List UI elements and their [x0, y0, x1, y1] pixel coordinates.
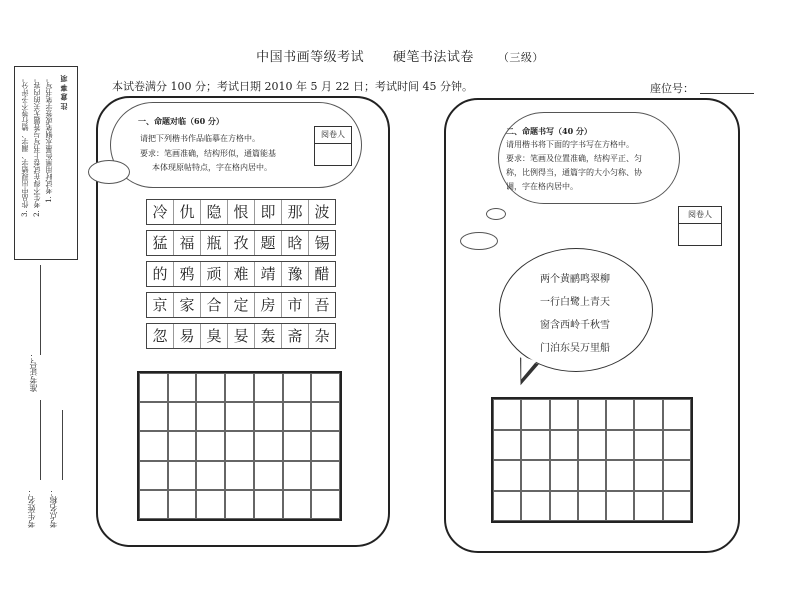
poem-line: 两个黄鹂鸣翠柳 [540, 274, 610, 285]
model-char: 忽 [147, 324, 174, 348]
title-right: 硬笔书法试卷 [392, 50, 474, 65]
grader-box [314, 126, 352, 166]
fill-line[interactable] [40, 265, 41, 355]
site-label: 考点名称： [49, 488, 58, 528]
part1-requirement: 本体现原帖特点，字在格内居中。 [152, 163, 272, 172]
part2-heading: 二、命题书写（40 分） [506, 126, 592, 136]
model-char: 易 [174, 324, 201, 348]
model-char: 杂 [314, 327, 330, 345]
part2-requirement: 调，字在格内居中。 [506, 182, 578, 191]
notice-box [14, 66, 78, 260]
model-char: 隐 [201, 200, 228, 224]
exam-info: 本试卷满分 100 分；考试日期 2010 年 5 月 22 日；考试时间 45 分钟。 [112, 80, 473, 93]
model-char: 市 [282, 293, 309, 317]
notice-item: 1. 考试时用黑色墨水钢笔或签字笔书写。 [45, 75, 53, 203]
model-char: 瓶 [201, 231, 228, 255]
notice-item: 2. 考生不得在试卷上书写与答题无关的内容。 [33, 75, 41, 217]
model-char: 的 [147, 262, 174, 286]
part2-requirement: 称，比例得当，通篇字的大小匀称、协 [506, 168, 642, 177]
model-char: 仇 [174, 200, 201, 224]
model-char: 臭 [201, 324, 228, 348]
exam-title [0, 46, 800, 65]
fill-line[interactable] [40, 400, 41, 480]
grader-label: 阅卷人 [315, 127, 351, 144]
model-char: 豫 [282, 262, 309, 286]
part2-instruction: 请用楷书将下面的字书写在方格中。 [506, 140, 634, 149]
model-char: 鸦 [174, 262, 201, 286]
part1-writing-grid[interactable] [137, 371, 342, 521]
model-char: 晗 [282, 231, 309, 255]
char-row [146, 230, 336, 256]
name-label: 考生姓名： [27, 488, 36, 528]
char-row [146, 261, 336, 287]
model-characters [146, 199, 336, 354]
poem-line: 门泊东吴万里船 [540, 343, 610, 354]
cloud-tail [88, 160, 130, 184]
model-char: 靖 [255, 262, 282, 286]
poem-line: 一行白鹭上青天 [540, 297, 610, 308]
model-char: 孜 [228, 231, 255, 255]
model-char: 妟 [228, 324, 255, 348]
model-char: 定 [228, 293, 255, 317]
notice-item: 3. 作品中出现错字、漏字、错行等不予评分。 [21, 75, 29, 217]
model-char: 房 [255, 293, 282, 317]
char-row [146, 323, 336, 349]
part1-heading: 一、命题对临（60 分） [138, 116, 224, 126]
seat-label: 座位号： [650, 82, 694, 95]
notice-heading: 注 意 事 项 [59, 75, 68, 111]
cloud-tail [486, 208, 506, 220]
model-char: 福 [174, 231, 201, 255]
cloud-tail [460, 232, 498, 250]
part2-writing-grid[interactable] [491, 397, 693, 523]
model-char: 题 [255, 231, 282, 255]
model-char: 难 [228, 262, 255, 286]
model-char: 家 [174, 293, 201, 317]
model-char: 合 [201, 293, 228, 317]
title-left: 中国书画等级考试 [256, 50, 365, 65]
model-char: 锡 [314, 234, 330, 252]
poem-text [520, 268, 630, 360]
char-row [146, 292, 336, 318]
part1-instruction: 请把下列楷书作品临摹在方格中。 [140, 134, 260, 143]
model-char: 恨 [228, 200, 255, 224]
model-char: 吾 [314, 296, 330, 314]
part2-requirement: 要求：笔画及位置准确，结构平正、匀 [506, 154, 642, 163]
char-row [146, 199, 336, 225]
model-char: 轰 [255, 324, 282, 348]
fill-line[interactable] [62, 410, 63, 480]
model-char: 冷 [147, 200, 174, 224]
title-level: （三级） [497, 51, 544, 64]
model-char: 斋 [282, 324, 309, 348]
ticket-label: 准考证号： [29, 352, 38, 392]
model-char: 那 [282, 200, 309, 224]
model-char: 即 [255, 200, 282, 224]
poem-line: 窗含西岭千秋雪 [540, 320, 610, 331]
model-char: 顽 [201, 262, 228, 286]
grader-label: 阅卷人 [679, 207, 721, 224]
grader-box [678, 206, 722, 246]
seat-number-line[interactable] [700, 93, 754, 94]
model-char: 猛 [147, 231, 174, 255]
part1-requirement: 要求：笔画准确，结构形似，通篇能基 [140, 149, 276, 158]
model-char: 京 [147, 293, 174, 317]
model-char: 醋 [314, 265, 330, 283]
model-char: 波 [314, 203, 330, 221]
